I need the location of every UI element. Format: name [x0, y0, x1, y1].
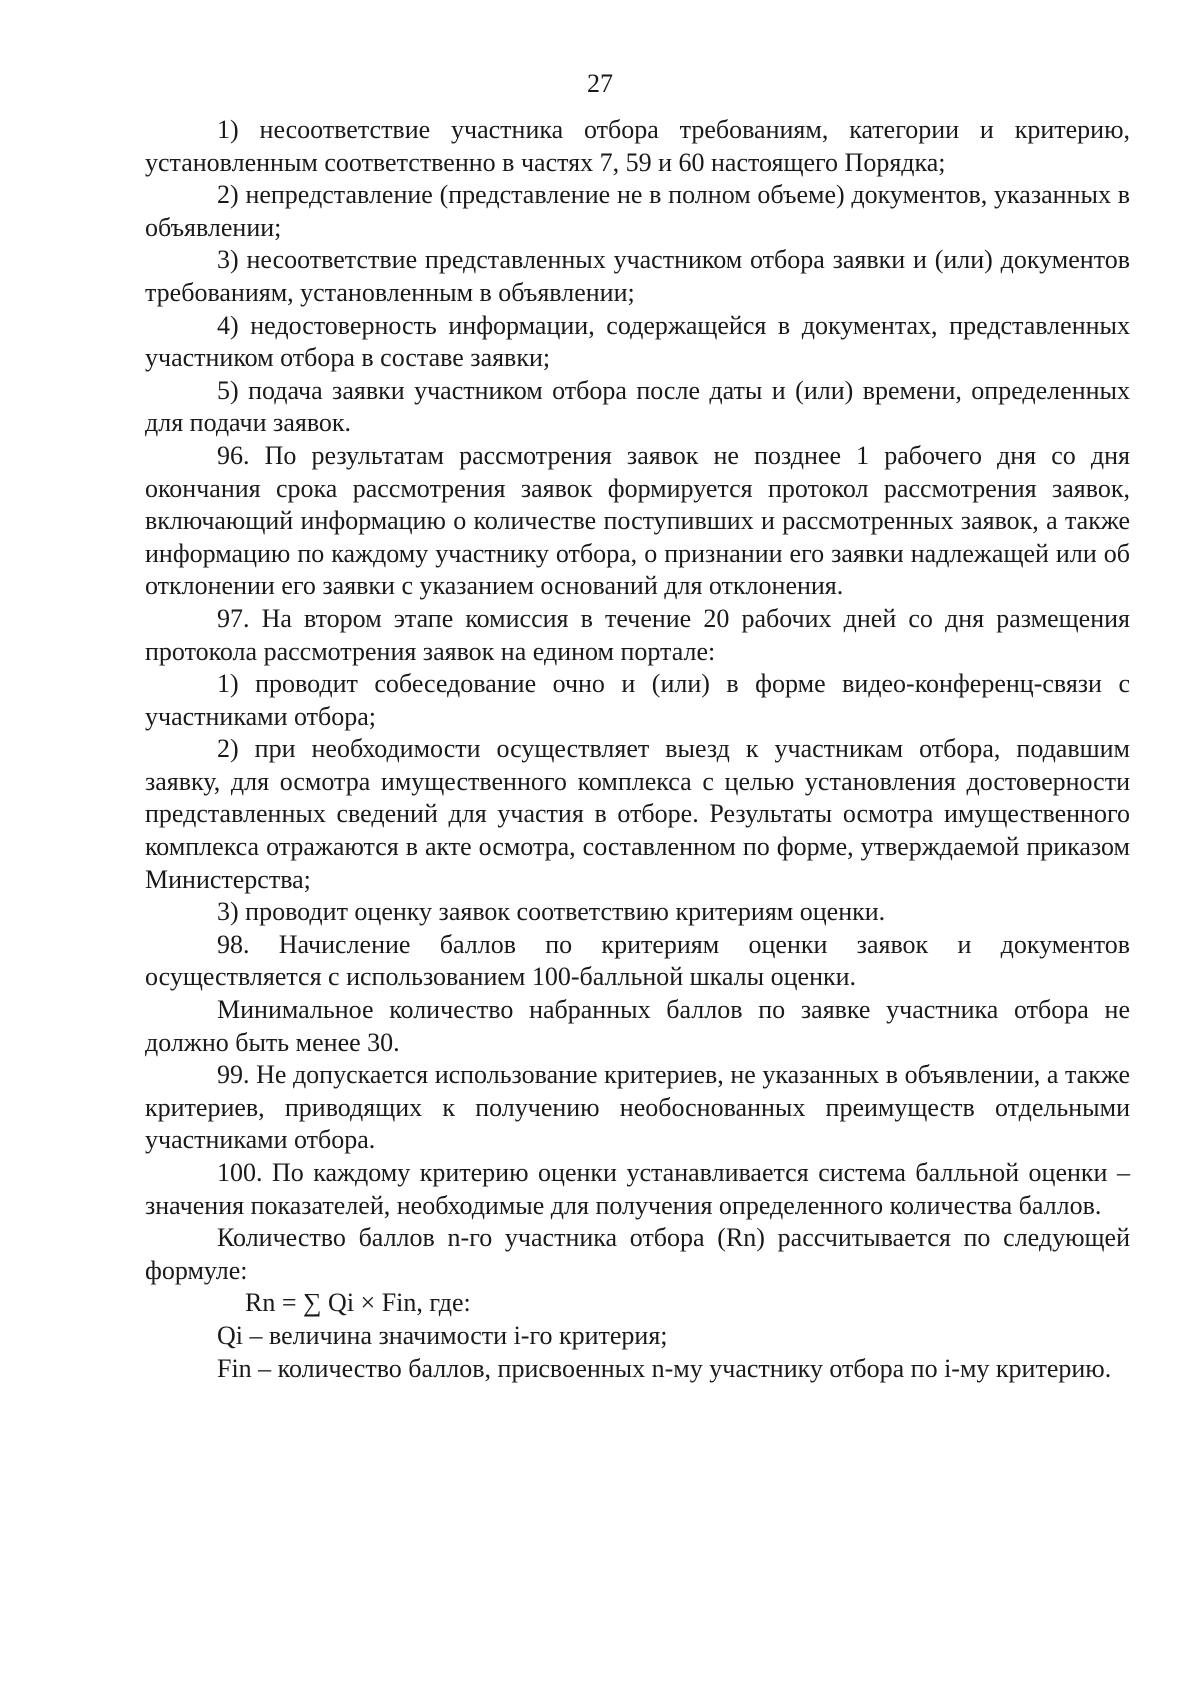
paragraph: Количество баллов n-го участника отбора (Rn) рассчитывается по следующей формуле:	[145, 1223, 1130, 1285]
paragraph: 4) недостоверность информации, содержащейся в документах, представленных участником отбора в составе заявки;	[145, 310, 1130, 373]
formula: Rn = ∑ Qi × Fin, где:	[245, 1288, 471, 1318]
paragraph: Минимальное количество набранных баллов по заявке участника отбора не должно быть менее 30.	[145, 995, 1130, 1057]
paragraph: 99. Не допускается использование критериев, не указанных в объявлении, а также критериев, приводящих к получению необоснованных преимуществ отдельными участниками отбора.	[145, 1060, 1130, 1155]
paragraph: 97. На втором этапе комиссия в течение 20 рабочих дней со дня размещения протокола рассмотрения заявок на едином портале:	[145, 603, 1130, 666]
paragraph: 2) при необходимости осуществляет выезд к участникам отбора, подавшим заявку, для осмотра имущественного комплекса с целью установления достоверности представленных сведений для участия в отборе. Результаты осмотра имущественного комплекса отражаются в акте осмотра, составленном по форме, утверждаемой приказом Министерства;	[145, 734, 1130, 894]
paragraph: 3) несоответствие представленных участником отбора заявки и (или) документов требованиям, установленным в объявлении;	[145, 245, 1130, 307]
document-body	[145, 114, 1130, 1385]
paragraph: 3) проводит оценку заявок соответствию критериям оценки.	[217, 897, 886, 927]
paragraph: 1) несоответствие участника отбора требованиям, категории и критерию, установленным соответственно в частях 7, 59 и 60 настоящего Порядка;	[145, 115, 1130, 177]
page-number: 27	[587, 69, 613, 98]
definition-item: Qi – величина значимости i-го критерия;	[217, 1320, 668, 1350]
paragraph: 1) проводит собеседование очно и (или) в форме видео-конференц-связи с участниками отбора;	[145, 669, 1130, 731]
paragraph: 2) непредставление (представление не в полном объеме) документов, указанных в объявлении;	[145, 180, 1130, 242]
definition-item: Fin – количество баллов, присвоенных n-му участнику отбора по i-му критерию.	[217, 1353, 1112, 1383]
paragraph: 100. По каждому критерию оценки устанавливается система балльной оценки – значения показателей, необходимые для получения определенного количества баллов.	[145, 1158, 1130, 1220]
paragraph: 5) подача заявки участником отбора после даты и (или) времени, определенных для подачи заявок.	[145, 375, 1130, 438]
paragraph: 96. По результатам рассмотрения заявок не позднее 1 рабочего дня со дня окончания срока рассмотрения заявок формируется протокол рассмотрения заявок, включающий информацию о количестве поступивших и рассмотренных заявок, а также информацию по каждому участнику отбора, о признании его заявки надлежащей или об отклонении его заявки с указанием оснований для отклонения.	[145, 440, 1130, 601]
paragraph: 98. Начисление баллов по критериям оценки заявок и документов осуществляется с использованием 100-балльной шкалы оценки.	[145, 929, 1130, 992]
